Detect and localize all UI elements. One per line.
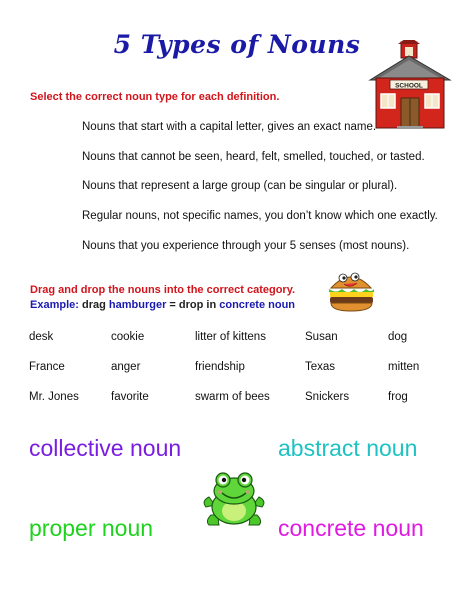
word-litter-of-kittens[interactable]: litter of kittens [195,331,266,343]
drop-target-proper-noun[interactable]: proper noun [29,515,154,541]
word-favorite[interactable]: favorite [111,391,149,403]
word-france[interactable]: France [29,361,65,373]
example-word: hamburger [108,299,167,311]
word-swarm-of-bees[interactable]: swarm of bees [195,391,270,403]
word-mr-jones[interactable]: Mr. Jones [29,391,79,403]
definition-instruction: Select the correct noun type for each definition. [30,91,280,103]
drop-target-abstract-noun[interactable]: abstract noun [278,435,418,461]
definition-2[interactable]: Nouns that cannot be seen, heard, felt, smelled, touched, or tasted. [82,151,425,163]
school-sign-text: SCHOOL [395,82,423,90]
word-friendship[interactable]: friendship [195,361,245,373]
example-target: concrete noun [219,299,296,311]
example-drag: drag [81,299,106,311]
example-label: Example: [30,299,79,311]
definition-3[interactable]: Nouns that represent a large group (can be singular or plural). [82,180,398,192]
example-line [30,299,295,311]
word-mitten[interactable]: mitten [388,361,420,373]
frog-icon [203,471,265,527]
drop-target-concrete-noun[interactable]: concrete noun [278,515,424,541]
word-cookie[interactable]: cookie [111,331,145,343]
definition-1[interactable]: Nouns that start with a capital letter, gives an exact name. [82,121,377,133]
hamburger-icon [326,268,376,314]
page-title: 5 Types of Nouns [113,30,361,59]
example-eq: = drop in [169,299,217,311]
definition-5[interactable]: Nouns that you experience through your 5 senses (most nouns). [82,240,410,252]
word-desk[interactable]: desk [29,331,54,343]
school-house-icon [368,40,452,130]
definition-4[interactable]: Regular nouns, not specific names, you don’t know which one exactly. [82,210,438,222]
word-susan[interactable]: Susan [305,331,338,343]
drag-instruction: Drag and drop the nouns into the correct category. [30,284,296,296]
word-snickers[interactable]: Snickers [305,391,350,403]
word-texas[interactable]: Texas [305,361,336,373]
drop-target-collective-noun[interactable]: collective noun [29,435,182,461]
word-anger[interactable]: anger [111,361,141,373]
word-frog[interactable]: frog [388,391,408,403]
word-dog[interactable]: dog [388,331,408,343]
